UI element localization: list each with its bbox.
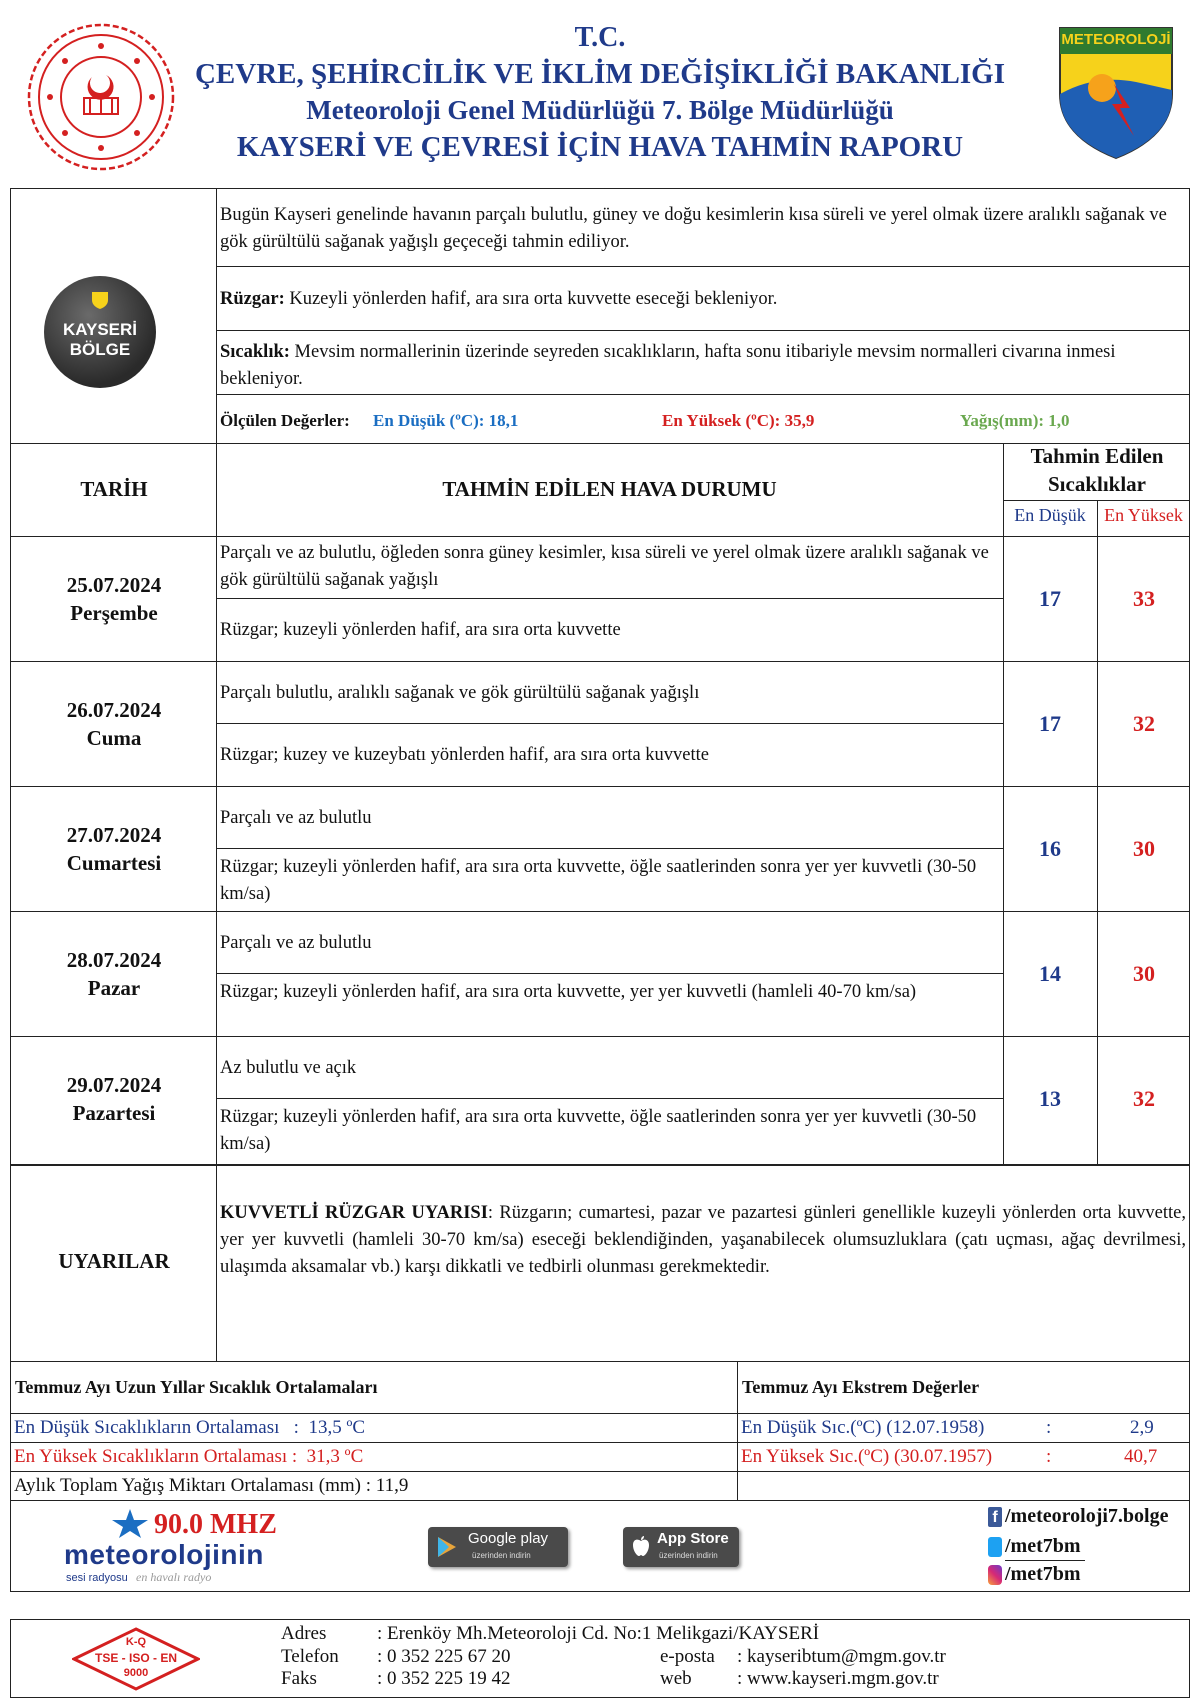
tse-top: K-Q xyxy=(125,1636,147,1648)
badge-line2: BÖLGE xyxy=(69,340,131,359)
col-date-header: TARİH xyxy=(80,477,148,501)
header-directorate: Meteoroloji Genel Müdürlüğü 7. Bölge Müdürlüğü xyxy=(306,95,894,125)
row-weather: Az bulutlu ve açık xyxy=(220,1058,357,1078)
header-ministry: ÇEVRE, ŞEHİRCİLİK VE İKLİM DEĞİŞİKLİĞİ BAKANLIĞI xyxy=(194,58,1006,90)
summary-temp-label: Sıcaklık: xyxy=(220,342,290,362)
google-play-main: Google play xyxy=(468,1530,549,1547)
badge-line1: KAYSERİ xyxy=(62,320,137,339)
radio-sub: sesi radyosu xyxy=(66,1572,128,1584)
warnings-body: : Rüzgarın; cumartesi, pazar ve pazartesi günleri genellikle kuzeyli yönlerden orta kuvvette, yer yer kuvvetli (hamleli 30-70 km/sa) eseceği beklendiğinden, yaşanabilecek olumsuzluklara (çatı uçması, ağaç devrilmesi, ulaşımda aksamalar vb.) karşı dikkatli ve tedbirli olunması gerekmektedir. xyxy=(220,1203,1186,1277)
climate-right-max-label: En Yüksek Sıc.(ºC) (30.07.1957) xyxy=(741,1446,993,1467)
instagram-icon xyxy=(988,1565,1002,1585)
google-play-sub: üzerinden indirin xyxy=(472,1551,531,1560)
measured-min: En Düşük (ºC): 18,1 xyxy=(373,411,519,430)
email-value[interactable]: : kayseribtum@mgm.gov.tr xyxy=(737,1646,946,1667)
climate-left-rain: Aylık Toplam Yağış Miktarı Ortalaması (mm) : 11,9 xyxy=(14,1475,409,1496)
row-wind: Rüzgar; kuzeyli yönlerden hafif, ara sıra orta kuvvette, öğle saatlerinden sonra yer yer kuvvetli (30-50 km/sa) xyxy=(220,857,977,904)
address-label: Adres xyxy=(281,1623,327,1644)
climate-right-max-colon: : xyxy=(1046,1446,1052,1467)
apple-icon xyxy=(632,1535,650,1557)
google-play-icon xyxy=(436,1536,458,1558)
row-day: Perşembe xyxy=(70,601,158,625)
col-min-header: En Düşük xyxy=(1014,505,1086,525)
row-day: Pazar xyxy=(87,976,141,1000)
summary-general: Bugün Kayseri genelinde havanın parçalı bulutlu, güney ve doğu kesimlerin kısa süreli ve yerel olmak üzere aralıklı sağanak ve gök gürültülü sağanak yağışlı geçeceği tahmin ediliyor. xyxy=(220,205,1167,252)
meteoroloji-logo xyxy=(1056,24,1176,162)
facebook-handle: /meteoroloji7.bolge xyxy=(1005,1505,1169,1527)
row-day: Pazartesi xyxy=(72,1101,156,1125)
row-wind: Rüzgar; kuzeyli yönlerden hafif, ara sıra orta kuvvette xyxy=(220,620,621,640)
phone-value: : 0 352 225 67 20 xyxy=(377,1646,511,1667)
row-date: 29.07.2024 xyxy=(66,1073,162,1097)
email-label: e-posta xyxy=(660,1646,715,1667)
row-wind: Rüzgar; kuzey ve kuzeybatı yönlerden hafif, ara sıra orta kuvvette xyxy=(220,745,710,765)
summary-wind xyxy=(220,286,1188,313)
warnings-label: UYARILAR xyxy=(58,1249,170,1273)
row-max: 33 xyxy=(1133,586,1155,611)
warnings-text xyxy=(220,1200,1186,1281)
radio-frequency: 90.0 MHZ xyxy=(154,1509,277,1540)
climate-right-title: Temmuz Ayı Ekstrem Değerler xyxy=(742,1377,980,1397)
row-wind: Rüzgar; kuzeyli yönlerden hafif, ara sıra orta kuvvette, öğle saatlerinden sonra yer yer kuvvetli (30-50 km/sa) xyxy=(220,1107,977,1154)
climate-right-min-value: 2,9 xyxy=(1130,1417,1154,1438)
climate-left-max: En Yüksek Sıcaklıkların Ortalaması : 31,3 ºC xyxy=(14,1446,364,1467)
google-play-button[interactable] xyxy=(428,1527,568,1567)
row-max: 32 xyxy=(1133,711,1155,736)
measured-label: Ölçülen Değerler: xyxy=(220,411,350,430)
social-links xyxy=(985,1505,1185,1589)
summary-temp-text: Mevsim normallerinin üzerinde seyreden sıcaklıkların, hafta sonu itibariyle mevsim normalleri civarına inmesi bekleniyor. xyxy=(220,342,1116,389)
row-min: 16 xyxy=(1039,836,1061,861)
row-min: 14 xyxy=(1039,961,1061,986)
row-day: Cumartesi xyxy=(66,851,162,875)
climate-right-min-label: En Düşük Sıc.(ºC) (12.07.1958) xyxy=(741,1417,985,1438)
web-value[interactable]: : www.kayseri.mgm.gov.tr xyxy=(737,1668,939,1689)
meteoroloji-logo-text: METEOROLOJİ xyxy=(1061,31,1171,48)
row-max: 32 xyxy=(1133,1086,1155,1111)
col-max-header: En Yüksek xyxy=(1104,505,1183,525)
region-badge xyxy=(44,276,156,388)
app-store-sub: üzerinden indirin xyxy=(659,1551,718,1560)
row-date: 25.07.2024 xyxy=(66,573,162,597)
col-forecast-header: TAHMİN EDİLEN HAVA DURUMU xyxy=(442,477,777,501)
row-date: 28.07.2024 xyxy=(66,948,162,972)
row-max: 30 xyxy=(1133,836,1155,861)
measured-max: En Yüksek (ºC): 35,9 xyxy=(662,411,815,430)
twitter-handle: /met7bm xyxy=(1005,1535,1081,1557)
row-weather: Parçalı bulutlu, aralıklı sağanak ve gök gürültülü sağanak yağışlı xyxy=(220,683,700,703)
radio-tagline: en havalı radyo xyxy=(136,1570,212,1584)
fax-value: : 0 352 225 19 42 xyxy=(377,1668,511,1689)
climate-left-title: Temmuz Ayı Uzun Yıllar Sıcaklık Ortalamaları xyxy=(15,1377,378,1397)
row-date: 27.07.2024 xyxy=(66,823,162,847)
row-min: 17 xyxy=(1039,586,1061,611)
radio-logo[interactable] xyxy=(60,1505,290,1587)
facebook-icon: f xyxy=(988,1507,1002,1527)
app-store-main: App Store xyxy=(657,1530,729,1547)
row-max: 30 xyxy=(1133,961,1155,986)
phone-label: Telefon xyxy=(281,1646,339,1667)
row-min: 13 xyxy=(1039,1086,1061,1111)
warnings-title: KUVVETLİ RÜZGAR UYARISI xyxy=(220,1203,488,1223)
row-weather: Parçalı ve az bulutlu xyxy=(220,933,372,953)
page-title: KAYSERİ VE ÇEVRESİ İÇİN HAVA TAHMİN RAPORU xyxy=(236,131,964,163)
fax-label: Faks xyxy=(281,1668,317,1689)
summary-wind-text: Kuzeyli yönlerden hafif, ara sıra orta kuvvette eseceği bekleniyor. xyxy=(284,289,778,309)
summary-wind-label: Rüzgar: xyxy=(220,289,285,309)
header-tc: T.C. xyxy=(574,22,626,53)
row-weather: Parçalı ve az bulutlu, öğleden sonra güney kesimler, kısa süreli ve yerel olmak üzere aralıklı sağanak ve gök gürültülü sağanak yağışlı xyxy=(220,543,989,590)
web-label: web xyxy=(660,1668,692,1689)
row-wind: Rüzgar; kuzeyli yönlerden hafif, ara sıra orta kuvvette, yer yer kuvvetli (hamleli 40-70 km/sa) xyxy=(220,982,917,1002)
app-store-button[interactable] xyxy=(623,1527,739,1567)
summary-temp xyxy=(220,339,1188,393)
row-weather: Parçalı ve az bulutlu xyxy=(220,808,372,828)
tse-logo xyxy=(72,1627,200,1691)
measured-rain: Yağış(mm): 1,0 xyxy=(960,411,1070,430)
row-min: 17 xyxy=(1039,711,1061,736)
tse-bot: 9000 xyxy=(123,1667,149,1679)
climate-right-max-value: 40,7 xyxy=(1124,1446,1158,1467)
col-temps-header: Tahmin Edilen Sıcaklıklar xyxy=(1030,444,1164,496)
row-date: 26.07.2024 xyxy=(66,698,162,722)
climate-right-min-colon: : xyxy=(1046,1417,1052,1438)
address-value: : Erenköy Mh.Meteoroloji Cd. No:1 Melikgazi/KAYSERİ xyxy=(377,1623,820,1644)
climate-left-min: En Düşük Sıcaklıkların Ortalaması : 13,5 ºC xyxy=(14,1417,366,1438)
tse-mid: TSE - ISO - EN xyxy=(94,1651,177,1665)
row-day: Cuma xyxy=(86,726,142,750)
radio-name: meteorolojinin xyxy=(64,1539,264,1570)
twitter-icon xyxy=(988,1537,1002,1557)
instagram-handle: /met7bm xyxy=(1005,1563,1081,1585)
